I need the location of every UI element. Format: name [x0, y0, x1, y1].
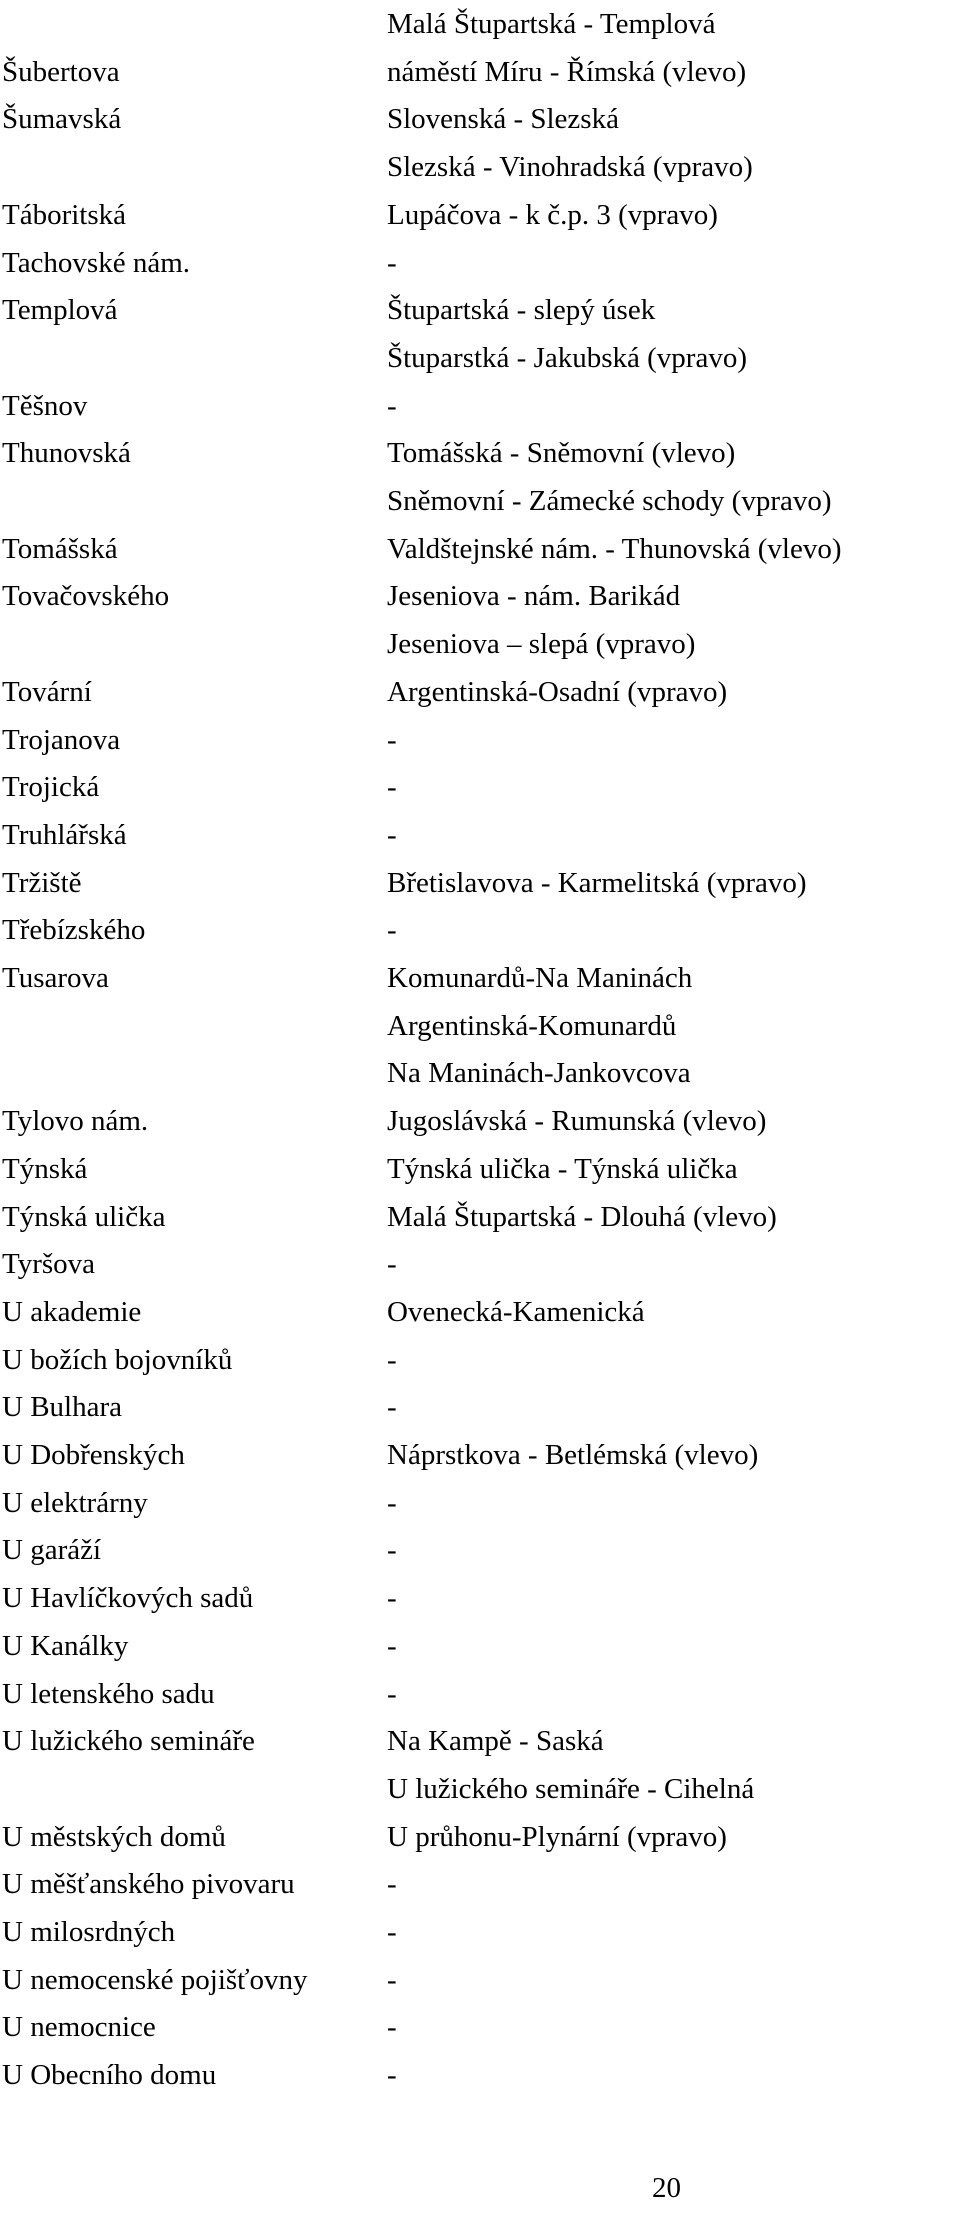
street-section: Argentinská-Osadní (vpravo): [387, 675, 728, 708]
table-row: [0, 763, 960, 811]
street-name: Trojanova: [2, 723, 121, 756]
table-row: [0, 572, 960, 620]
street-section: Na Maninách-Jankovcova: [387, 1057, 691, 1090]
street-section: -: [387, 1391, 397, 1424]
table-row: [0, 1002, 960, 1050]
street-name: U Havlíčkových sadů: [2, 1582, 254, 1615]
table-row: [0, 1860, 960, 1908]
table-row: [0, 2051, 960, 2099]
table-row: [0, 1765, 960, 1813]
table-row: [0, 1383, 960, 1431]
street-name: U nemocnice: [2, 2011, 156, 2044]
street-section: Ovenecká-Kamenická: [387, 1295, 645, 1328]
street-name: Tachovské nám.: [2, 246, 191, 279]
street-section: Slovenská - Slezská: [387, 103, 619, 136]
street-name: Thunovská: [2, 437, 131, 470]
street-name: U měšťanského pivovaru: [2, 1868, 295, 1901]
street-section: Štuparstká - Jakubská (vpravo): [387, 341, 747, 374]
table-row: [0, 143, 960, 191]
table-row: [0, 1813, 960, 1861]
table-row: [0, 620, 960, 668]
street-name: U nemocenské pojišťovny: [2, 1963, 308, 1996]
table-row: [0, 1240, 960, 1288]
street-section: -: [387, 1486, 397, 1519]
street-section: Sněmovní - Zámecké schody (vpravo): [387, 485, 832, 517]
table-row: [0, 382, 960, 430]
street-section: Jeseniova - nám. Barikád: [387, 580, 681, 613]
street-name: U městských domů: [2, 1820, 226, 1853]
street-name: Tylovo nám.: [2, 1105, 149, 1138]
street-name: U Obecního domu: [2, 2059, 217, 2092]
street-section: -: [387, 389, 397, 422]
table-row: [0, 477, 960, 525]
table-row: [0, 1288, 960, 1336]
street-name: Tržiště: [2, 866, 82, 899]
table-row: [0, 191, 960, 239]
street-name: U akademie: [2, 1295, 142, 1328]
street-section: Štupartská - slepý úsek: [387, 294, 656, 327]
street-name: Tyršova: [2, 1248, 96, 1281]
table-row: [0, 716, 960, 764]
street-name: U lužického semináře: [2, 1725, 255, 1758]
street-section: -: [387, 1629, 397, 1662]
street-section: -: [387, 2059, 397, 2092]
street-name: U letenského sadu: [2, 1677, 215, 1710]
street-name: U garáží: [2, 1534, 102, 1567]
street-name: U božích bojovníků: [2, 1343, 233, 1376]
street-section: -: [387, 1868, 397, 1901]
street-name: U Dobřenských: [2, 1439, 185, 1471]
street-name: Tovární: [2, 675, 92, 708]
street-name: Šubertova: [2, 55, 120, 88]
street-name: Týnská ulička: [2, 1200, 166, 1233]
table-row: [0, 906, 960, 954]
street-section: Jeseniova – slepá (vpravo): [387, 628, 696, 661]
table-row: [0, 1670, 960, 1718]
table-row: [0, 48, 960, 96]
street-section: Malá Štupartská - Templová: [387, 8, 716, 40]
street-section: -: [387, 1343, 397, 1376]
street-section: Tomášská - Sněmovní (vlevo): [387, 437, 736, 470]
table-row: [0, 1526, 960, 1574]
street-name: U Kanálky: [2, 1629, 129, 1662]
street-section: -: [387, 1534, 397, 1567]
table-row: [0, 1479, 960, 1527]
table-row: [0, 334, 960, 382]
street-section: -: [387, 818, 397, 851]
street-section: Jugoslávská - Rumunská (vlevo): [387, 1105, 767, 1138]
table-row: [0, 1622, 960, 1670]
street-section: Malá Štupartská - Dlouhá (vlevo): [387, 1200, 777, 1233]
street-section: -: [387, 771, 397, 804]
table-row: [0, 1431, 960, 1479]
street-name: U milosrdných: [2, 1916, 176, 1948]
street-section: -: [387, 1248, 397, 1281]
table-row: [0, 811, 960, 859]
street-name: Táboritská: [2, 198, 127, 231]
street-section: Týnská ulička - Týnská ulička: [387, 1152, 738, 1185]
street-section: -: [387, 914, 397, 947]
street-section: Břetislavova - Karmelitská (vpravo): [387, 866, 807, 899]
street-section: -: [387, 1677, 397, 1710]
street-name: Těšnov: [2, 389, 88, 422]
street-section: Náprstkova - Betlémská (vlevo): [387, 1439, 759, 1471]
street-section: -: [387, 1582, 397, 1615]
street-section: Lupáčova - k č.p. 3 (vpravo): [387, 198, 718, 231]
table-row: [0, 1956, 960, 2004]
table-row: [0, 1717, 960, 1765]
street-section: Slezská - Vinohradská (vpravo): [387, 151, 753, 184]
table-row: [0, 1908, 960, 1956]
table-row: [0, 2003, 960, 2051]
street-section: Na Kampě - Saská: [387, 1725, 604, 1758]
street-section: U lužického semináře - Cihelná: [387, 1772, 755, 1805]
page-number: 20: [652, 2172, 681, 2204]
table-row: [0, 859, 960, 907]
street-section: náměstí Míru - Římská (vlevo): [387, 55, 747, 88]
table-row: [0, 95, 960, 143]
street-name: Trojická: [2, 771, 100, 804]
table-row: [0, 525, 960, 573]
street-section: -: [387, 1916, 397, 1948]
street-name: Truhlářská: [2, 818, 127, 851]
street-name: Templová: [2, 294, 118, 327]
table-row: [0, 239, 960, 287]
table-row: [0, 1145, 960, 1193]
street-section: U průhonu-Plynární (vpravo): [387, 1820, 727, 1853]
table-row: [0, 1049, 960, 1097]
street-name: U Bulhara: [2, 1391, 122, 1424]
street-section: Valdštejnské nám. - Thunovská (vlevo): [387, 532, 842, 565]
street-section: -: [387, 246, 397, 279]
table-row: [0, 668, 960, 716]
table-row: [0, 954, 960, 1002]
table-row: [0, 1193, 960, 1241]
table-row: [0, 1336, 960, 1384]
street-section: Argentinská-Komunardů: [387, 1009, 677, 1042]
table-row: [0, 1574, 960, 1622]
street-name: Týnská: [2, 1152, 88, 1185]
table-row: [0, 286, 960, 334]
street-section: Komunardů-Na Maninách: [387, 962, 693, 994]
table-row: [0, 429, 960, 477]
street-name: Tomášská: [2, 532, 118, 565]
street-section: -: [387, 723, 397, 756]
street-section: -: [387, 2011, 397, 2044]
table-row: [0, 1097, 960, 1145]
street-name: Tusarova: [2, 962, 109, 994]
table-row: [0, 0, 960, 48]
street-name: Šumavská: [2, 103, 122, 136]
street-section: -: [387, 1963, 397, 1996]
street-name: Třebízského: [2, 914, 146, 947]
street-name: U elektrárny: [2, 1486, 148, 1519]
street-name: Tovačovského: [2, 580, 170, 613]
